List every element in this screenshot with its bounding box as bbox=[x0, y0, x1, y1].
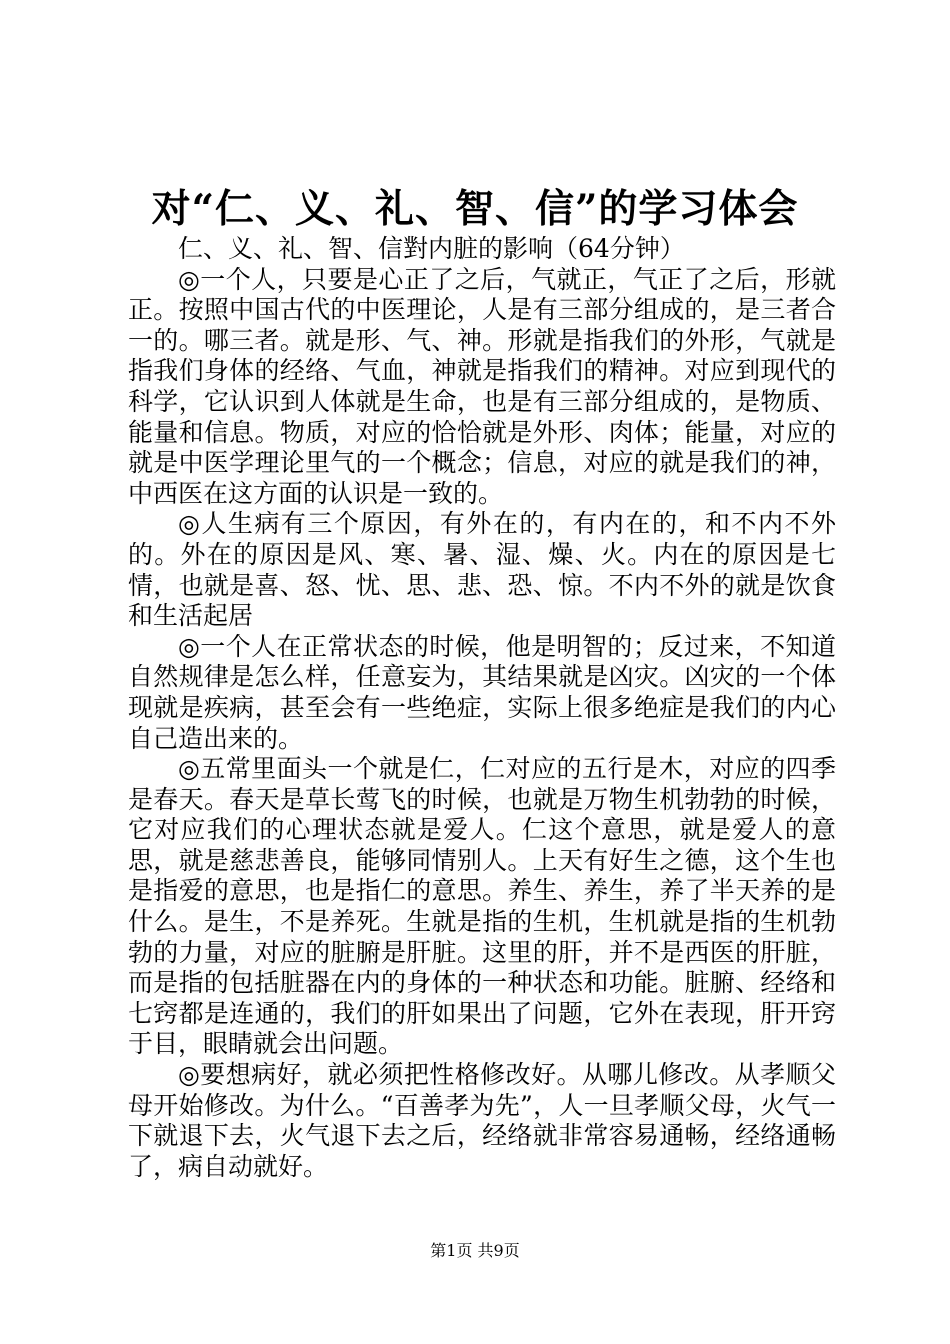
document-body bbox=[128, 234, 836, 1182]
paragraph: ◎一个人在正常状态的时候，他是明智的；反过来，不知道自然规律是怎么样，任意妄为，其结果就是凶灾。凶灾的一个体现就是疾病，甚至会有一些绝症，实际上很多绝症是我们的内心自己造出来的。 bbox=[128, 631, 836, 753]
paragraph-subtitle: 仁、义、礼、智、信對内脏的影响（64分钟） bbox=[178, 234, 685, 263]
page-number-footer: 第1页 共9页 bbox=[430, 1241, 520, 1260]
paragraph: ◎五常里面头一个就是仁，仁对应的五行是木，对应的四季是春天。春天是草长莺飞的时候，也就是万物生机勃勃的时候，它对应我们的心理状态就是爱人。仁这个意思，就是爱人的意思，就是慈悲善良，能够同情别人。上天有好生之德，这个生也是指爱的意思，也是指仁的意思。养生、养生，养了半天养的是什么。是生，不是养死。生就是指的生机，生机就是指的生机勃勃的力量，对应的脏腑是肝脏。这里的肝，并不是西医的肝脏，而是指的包括脏器在内的身体的一种状态和功能。脏腑、经络和七窍都是连通的，我们的肝如果出了问题，它外在表现，肝开窍于目，眼睛就会出问题。 bbox=[128, 754, 836, 1059]
paragraph: ◎人生病有三个原因，有外在的，有内在的，和不内不外的。外在的原因是风、寒、暑、湿、燥、火。内在的原因是七情，也就是喜、怒、忧、思、悲、恐、惊。不内不外的就是饮食和生活起居 bbox=[128, 509, 836, 631]
paragraph: ◎一个人，只要是心正了之后，气就正，气正了之后，形就正。按照中国古代的中医理论，人是有三部分组成的，是三者合一的。哪三者。就是形、气、神。形就是指我们的外形，气就是指我们身体的经络、气血，神就是指我们的精神。对应到现代的科学，它认识到人体就是生命，也是有三部分组成的，是物质、能量和信息。物质，对应的恰恰就是外形、肉体；能量，对应的就是中医学理论里气的一个概念；信息，对应的就是我们的神，中西医在这方面的认识是一致的。 bbox=[128, 264, 836, 508]
document-title: 对“仁、义、礼、智、信”的学习体会 bbox=[151, 186, 799, 232]
paragraph: ◎要想病好，就必须把性格修改好。从哪儿修改。从孝顺父母开始修改。为什么。“百善孝为先”，人一旦孝顺父母，火气一下就退下去，火气退下去之后，经络就非常容易通畅，经络通畅了，病自动就好。 bbox=[128, 1060, 836, 1181]
